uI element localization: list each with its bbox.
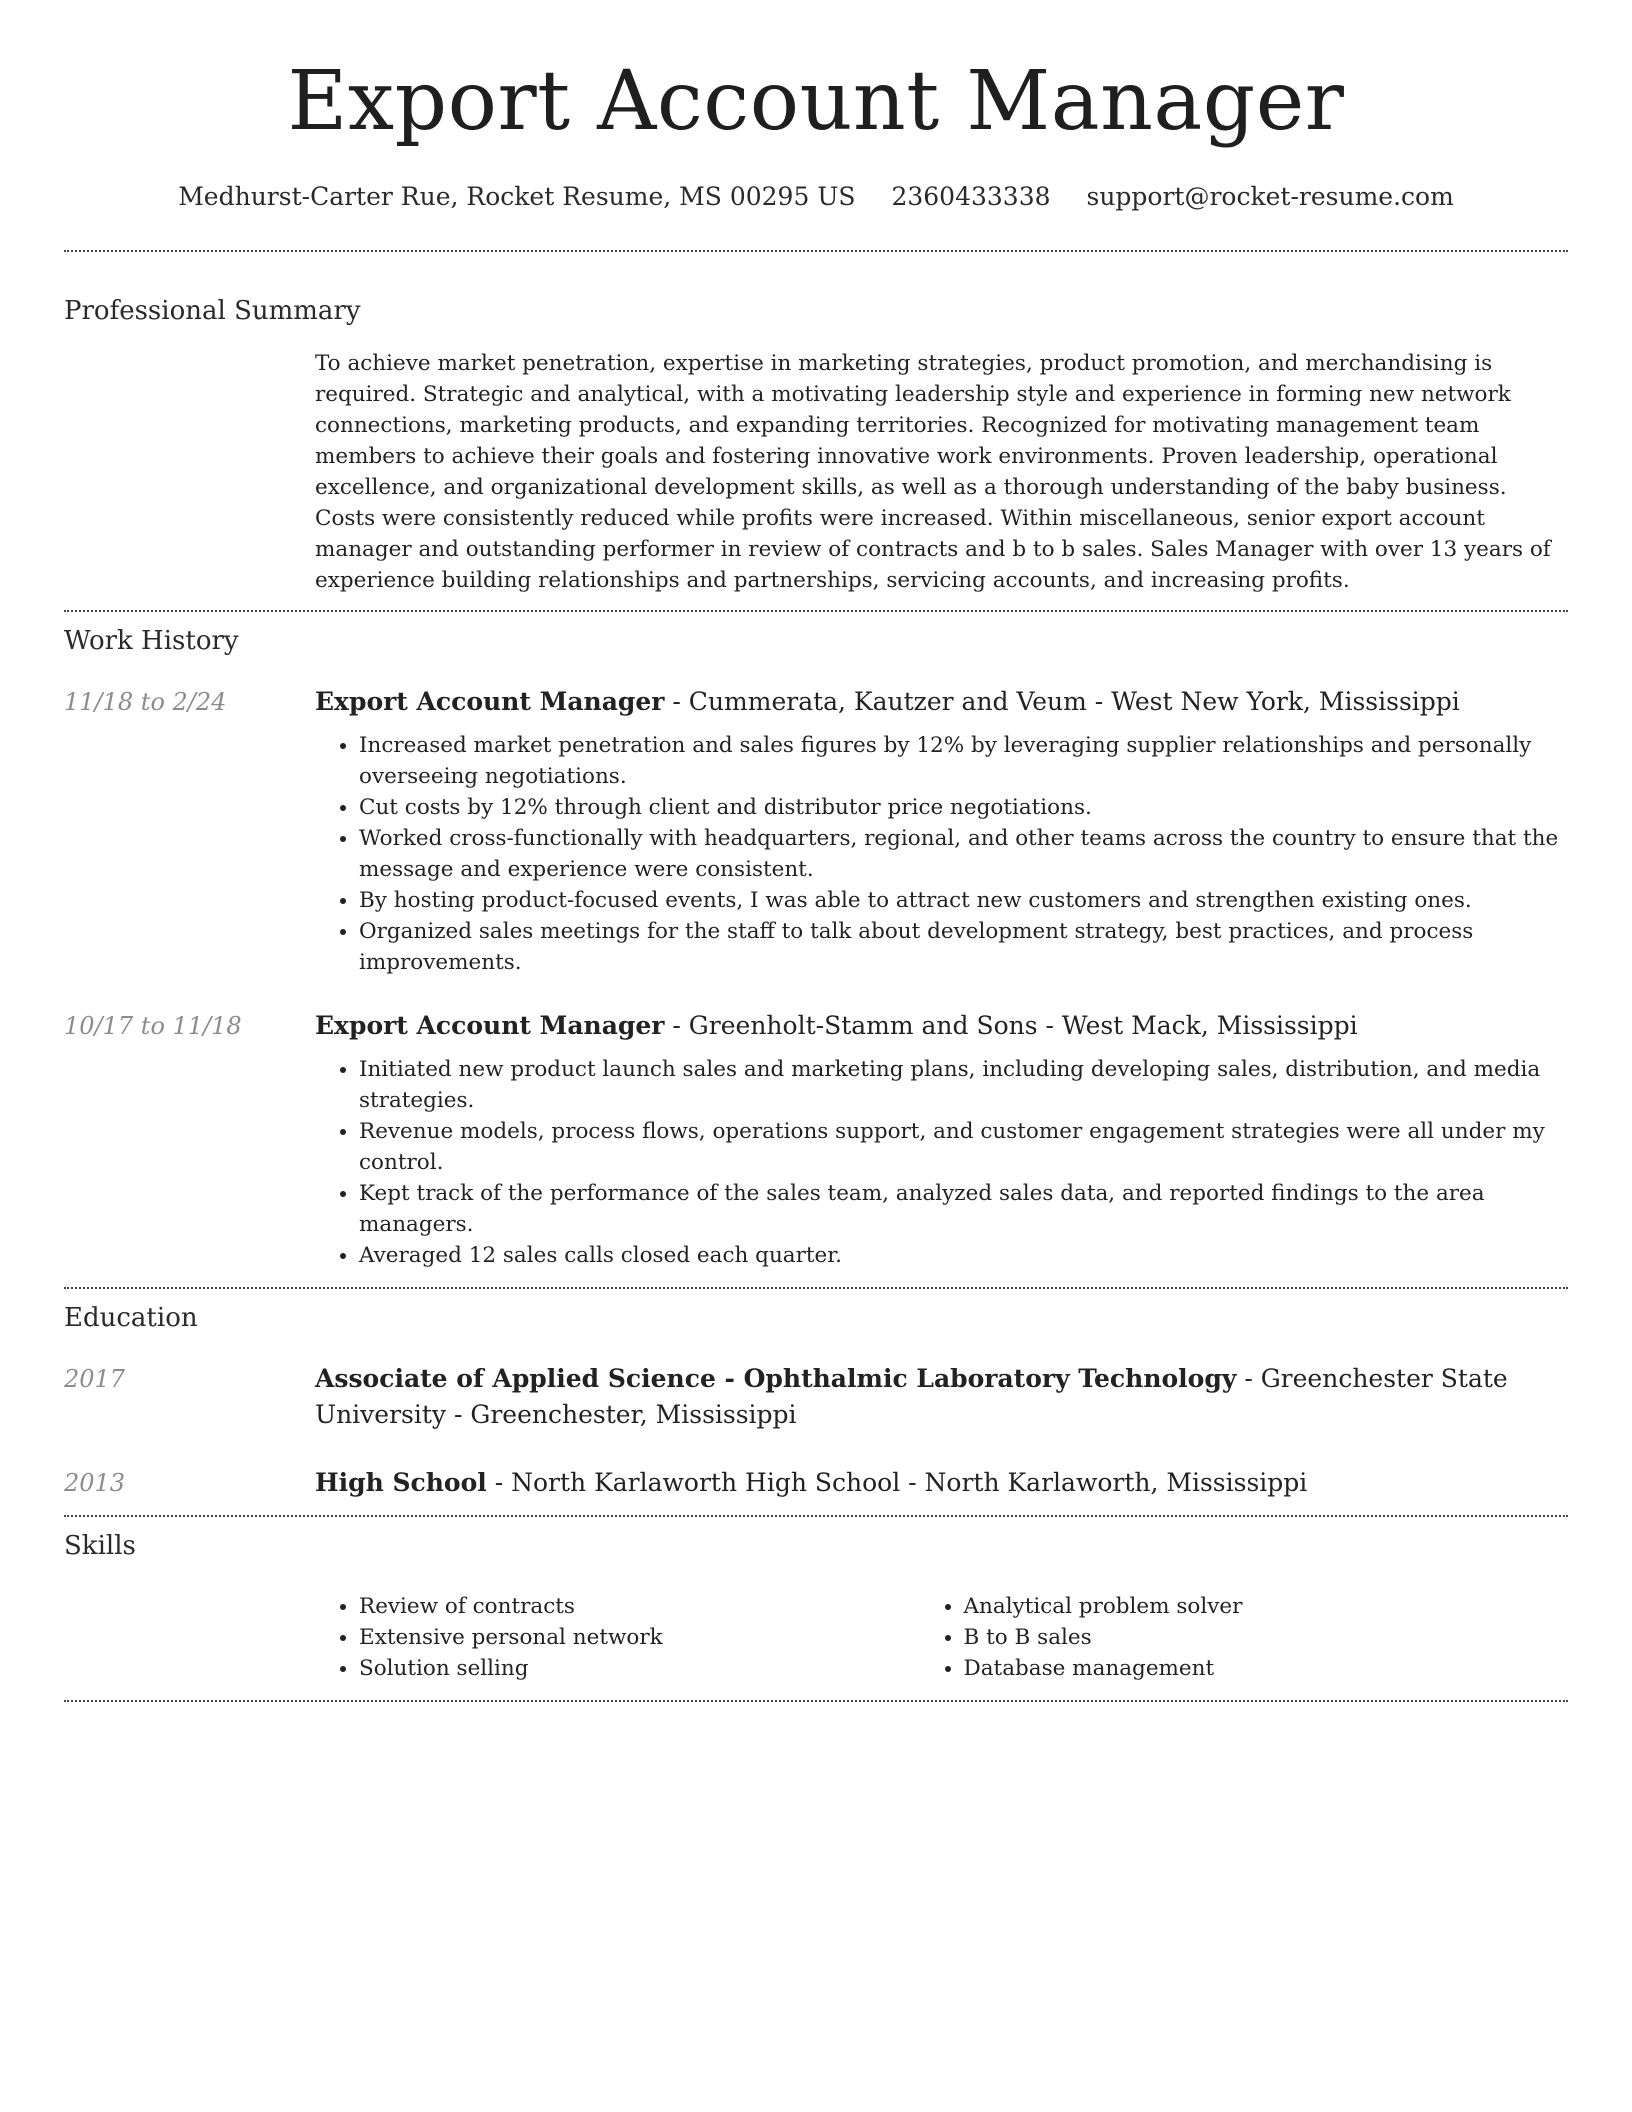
job-bullet: • Averaged 12 sales calls closed each quarter. (359, 1240, 1568, 1271)
job-title: Export Account Manager (315, 1011, 665, 1040)
job-bullet: • Kept track of the performance of the sales team, analyzed sales data, and reported findings to the area managers. (359, 1178, 1568, 1240)
education-heading (315, 1361, 1568, 1433)
job-bullet: • Organized sales meetings for the staff to talk about development strategy, best practices, and process improvements. (359, 916, 1568, 978)
contact-address: Medhurst-Carter Rue, Rocket Resume, MS 00295 US (178, 182, 856, 211)
divider (64, 1515, 1568, 1517)
candidate-name: Export Account Manager (287, 54, 1345, 149)
section-title-work-history: Work History (64, 626, 239, 656)
skill-item: • Database management (964, 1653, 1569, 1684)
education-degree: Associate of Applied Science - Ophthalmic Laboratory Technology (315, 1364, 1237, 1393)
resume-page (64, 0, 1568, 1702)
job-bullet: • Revenue models, process flows, operations support, and customer engagement strategies were all under my control. (359, 1116, 1568, 1178)
skill-item: • Solution selling (359, 1653, 964, 1684)
skill-item: • Review of contracts (359, 1591, 964, 1622)
divider (64, 1700, 1568, 1702)
divider (64, 250, 1568, 252)
skill-item: • B to B sales (964, 1622, 1569, 1653)
job-bullet: • Cut costs by 12% through client and distributor price negotiations. (359, 792, 1568, 823)
job-bullets (359, 1054, 1568, 1271)
skill-item: • Analytical problem solver (964, 1591, 1569, 1622)
education-degree: High School (315, 1468, 487, 1497)
education-entry (64, 1361, 1568, 1433)
job-title: Export Account Manager (315, 687, 665, 716)
section-title-summary: Professional Summary (64, 296, 361, 326)
job-bullets (359, 730, 1568, 978)
job-dates: 10/17 to 11/18 (64, 1012, 242, 1040)
education-school-location: - Greenchester State University - Greenchester, Mississippi (315, 1364, 1508, 1429)
divider (64, 1287, 1568, 1289)
contact-email: support@rocket-resume.com (1086, 182, 1454, 211)
skills-list (359, 1591, 1568, 1684)
job-bullet: • Increased market penetration and sales figures by 12% by leveraging supplier relationships and personally overseeing negotiations. (359, 730, 1568, 792)
skills-column-right (964, 1591, 1569, 1684)
job-entry (64, 684, 1568, 978)
summary-text: To achieve market penetration, expertise in marketing strategies, product promotion, and merchandising is required. Strategic and analytical, with a motivating leadership style and experience in forming new network connections, marketing products, and expanding territories. Recognized for motivating management team members to achieve their goals and fostering innovative work environments. Proven leadership, operational excellence, and organizational development skills, as well as a thorough understanding of the baby business. Costs were consistently reduced while profits were increased. Within miscellaneous, senior export account manager and outstanding performer in review of contracts and b to b sales. Sales Manager with over 13 years of experience building relationships and partnerships, servicing accounts, and increasing profits. (315, 351, 1551, 593)
education-heading (315, 1465, 1568, 1501)
job-heading (315, 1008, 1568, 1044)
section-title-skills: Skills (64, 1531, 136, 1561)
job-bullet: • By hosting product-focused events, I was able to attract new customers and strengthen existing ones. (359, 885, 1568, 916)
job-bullet: • Worked cross-functionally with headquarters, regional, and other teams across the country to ensure that the message and experience were consistent. (359, 823, 1568, 885)
job-dates: 11/18 to 2/24 (64, 688, 227, 716)
education-entry (64, 1465, 1568, 1501)
job-heading (315, 684, 1568, 720)
job-company-location: - Greenholt-Stamm and Sons - West Mack, Mississippi (664, 1011, 1358, 1040)
education-year: 2013 (64, 1469, 126, 1497)
divider (64, 610, 1568, 612)
skills-column-left (359, 1591, 964, 1684)
job-bullet: • Initiated new product launch sales and marketing plans, including developing sales, distribution, and media strategies. (359, 1054, 1568, 1116)
job-company-location: - Cummerata, Kautzer and Veum - West New York, Mississippi (664, 687, 1460, 716)
contact-phone: 2360433338 (891, 182, 1051, 211)
job-entry (64, 1008, 1568, 1271)
section-title-education: Education (64, 1303, 198, 1333)
education-school-location: - North Karlaworth High School - North Karlaworth, Mississippi (486, 1468, 1308, 1497)
education-year: 2017 (64, 1365, 126, 1393)
skill-item: • Extensive personal network (359, 1622, 964, 1653)
contact-line (64, 180, 1568, 214)
